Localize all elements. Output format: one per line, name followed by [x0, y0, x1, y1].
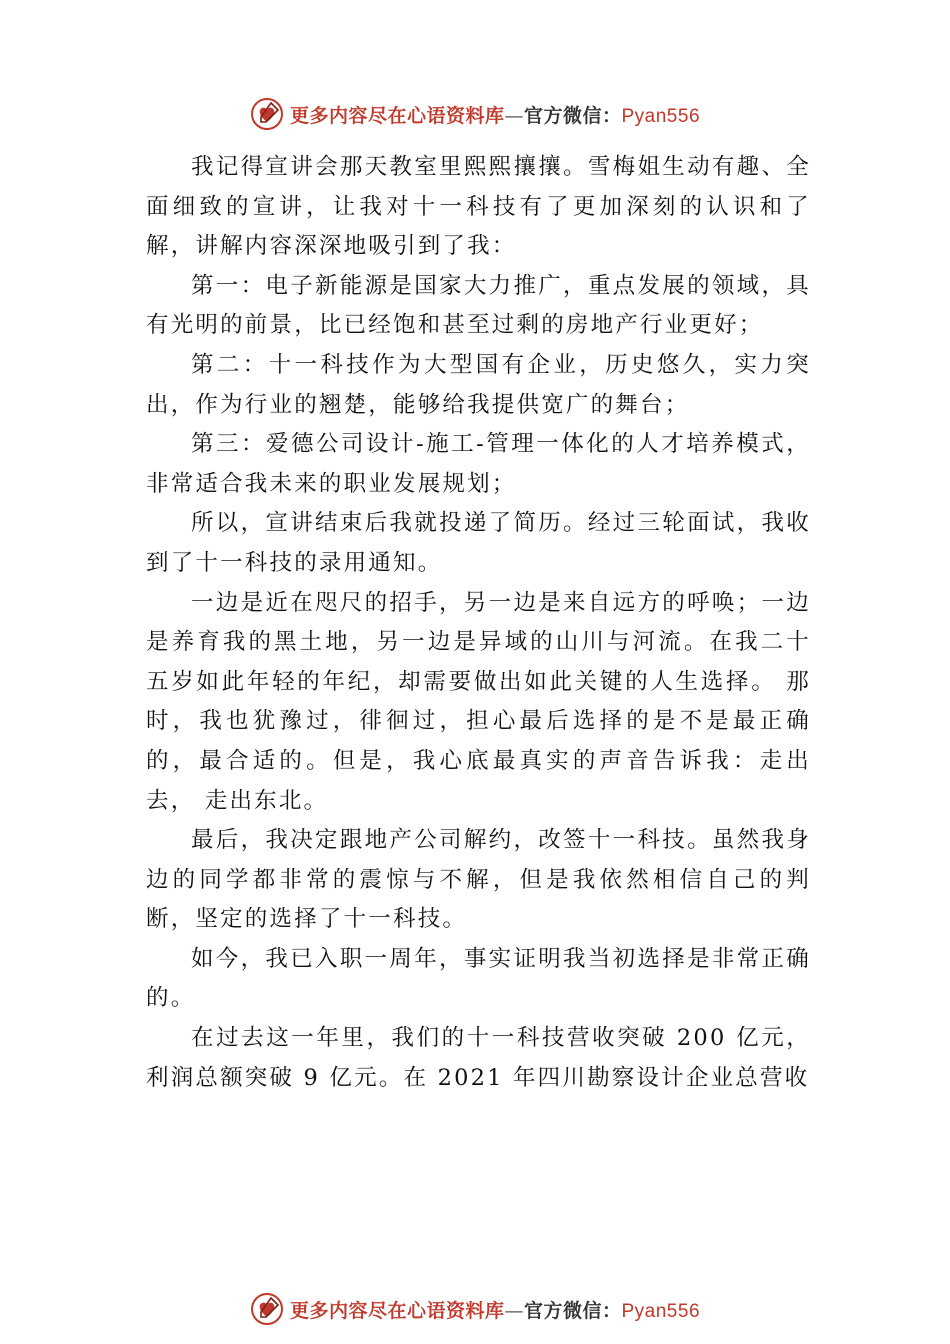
footer-banner	[0, 1289, 950, 1329]
document-body	[146, 148, 811, 1098]
footer-promo-text	[290, 1296, 700, 1323]
footer-official-label: 官方微信：	[523, 1299, 622, 1322]
paragraph-8: 如今，我已入职一周年，事实证明我当初选择是非常正确的。	[146, 945, 811, 1012]
footer-dash: —	[504, 1299, 524, 1322]
header-official-label: 官方微信：	[523, 104, 622, 127]
paragraph-1: 我记得宣讲会那天教室里熙熙攘攘。雪梅姐生动有趣、全面细致的宣讲，让我对十一科技有了更加深刻的认识和了解，讲解内容深深地吸引到了我：	[146, 154, 811, 260]
header-dash: —	[504, 104, 524, 127]
footer-promo: 更多内容尽在心语资料库	[289, 1299, 505, 1322]
paragraph-6: 一边是近在咫尺的招手，另一边是来自远方的呼唤；一边是养育我的黑土地，另一边是异域的山川与河流。在我二十五岁如此年轻的年纪，却需要做出如此关键的人生选择。 那时，我也犹豫过，徘徊过，担心最后选择的是不是最正确的，最合适的。但是，我心底最真实的声音告诉我：走出去， 走出东北。	[146, 589, 811, 814]
paragraph-9: 在过去这一年里，我们的十一科技营收突破 200 亿元，利润总额突破 9 亿元。在 2021 年四川勘察设计企业总营收	[146, 1025, 811, 1091]
paragraph-2: 第一：电子新能源是国家大力推广，重点发展的领域，具有光明的前景，比已经饱和甚至过剩的房地产行业更好；	[146, 272, 811, 339]
footer-wechat-id: Pyan556	[621, 1300, 701, 1322]
header-promo: 更多内容尽在心语资料库	[289, 104, 505, 127]
header-promo-text	[290, 101, 700, 128]
heart-pen-logo-icon	[250, 97, 284, 131]
paragraph-5: 所以，宣讲结束后我就投递了简历。经过三轮面试，我收到了十一科技的录用通知。	[146, 510, 811, 576]
header-wechat-id: Pyan556	[621, 105, 701, 127]
heart-pen-logo-icon	[250, 1292, 284, 1326]
paragraph-7: 最后，我决定跟地产公司解约，改签十一科技。虽然我身边的同学都非常的震惊与不解，但是我依然相信自己的判断，坚定的选择了十一科技。	[146, 827, 811, 933]
header-banner	[0, 94, 950, 134]
paragraph-4: 第三：爱德公司设计-施工-管理一体化的人才培养模式，非常适合我未来的职业发展规划；	[146, 431, 811, 497]
paragraph-3: 第二：十一科技作为大型国有企业，历史悠久，实力突出，作为行业的翘楚，能够给我提供宽广的舞台；	[146, 351, 811, 418]
